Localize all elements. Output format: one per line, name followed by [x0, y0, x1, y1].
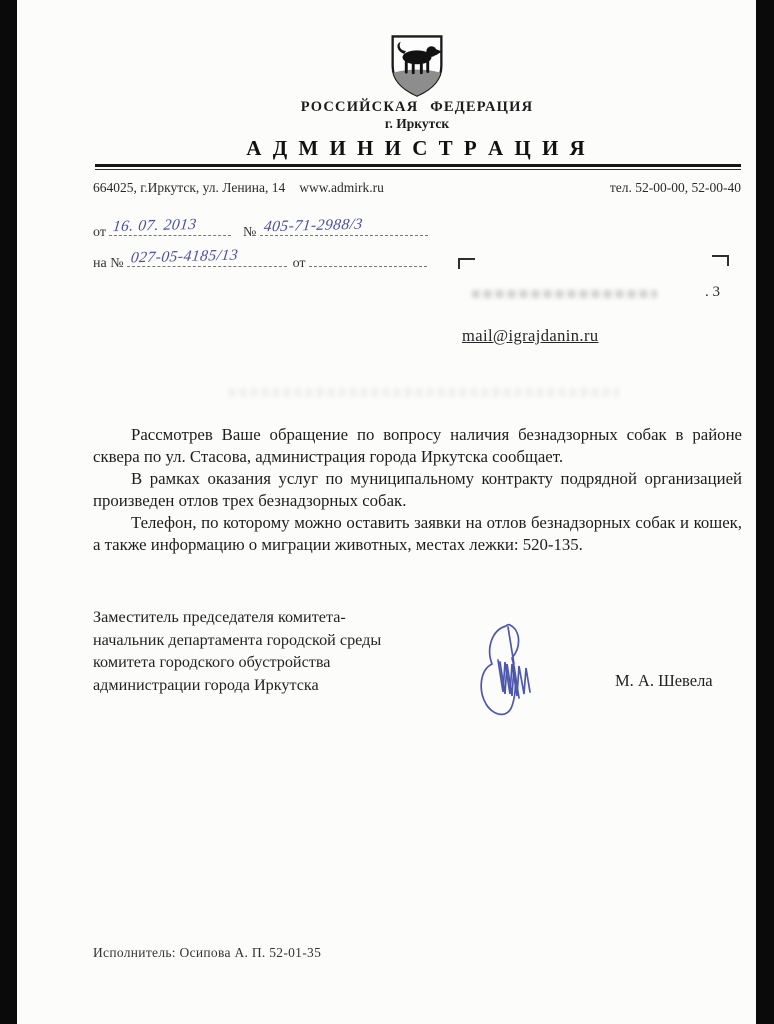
- recipient-visible-fragment: . 3: [705, 284, 720, 300]
- body-paragraph: Телефон, по которому можно оставить заявки на отлов безнадзорных собак и кошек, а также информацию о миграции животных, местах лежки: 520-135.: [93, 513, 742, 554]
- contact-line: [93, 180, 741, 196]
- handwritten-date: 16. 07. 2013: [112, 215, 199, 236]
- letterhead-country: РОССИЙСКАЯ ФЕДЕРАЦИЯ: [300, 99, 534, 115]
- position-line: администрации города Иркутска: [93, 675, 319, 694]
- signatory-position-block: [93, 606, 453, 696]
- address-corner-mark-left: [458, 258, 475, 269]
- org-phone: тел. 52-00-00, 52-00-40: [609, 180, 741, 195]
- signatory-name: М. А. Шевела: [615, 671, 713, 690]
- handwritten-signature-icon: [472, 614, 556, 722]
- reply-label: на №: [93, 256, 124, 271]
- number-blank: [260, 215, 428, 236]
- body-paragraph: В рамках оказания услуг по муниципальному контракту подрядной организацией произведен отлов трех безнадзорных собак.: [93, 469, 742, 510]
- letterhead-city: г. Иркутск: [384, 116, 450, 131]
- position-line: Заместитель председателя комитета-: [93, 608, 346, 626]
- redacted-recipient-line: [472, 290, 657, 298]
- redacted-subject-line: [229, 388, 619, 397]
- reply-from-label: от: [292, 256, 306, 271]
- handwritten-number: 405-71-2988/3: [262, 215, 364, 236]
- recipient-email: mail@igrajdanin.ru: [462, 326, 599, 345]
- date-blank: [109, 215, 231, 236]
- org-website: www.admirk.ru: [299, 180, 384, 195]
- position-line: начальник департамента городской среды: [93, 630, 382, 649]
- body-paragraph: Рассмотрев Ваше обращение по вопросу наличия безнадзорных собак в районе сквера по ул. Стасова, администрация города Иркутска сообщает.: [93, 425, 742, 466]
- letterhead-org-title: А Д М И Н И С Т Р А Ц И Я: [246, 136, 588, 160]
- reply-number-blank: [127, 246, 287, 267]
- position-line: комитета городского обустройства: [93, 653, 331, 671]
- header-rule-thin: [95, 169, 741, 170]
- number-label: №: [242, 225, 257, 240]
- org-address: 664025, г.Иркутск, ул. Ленина, 14: [93, 180, 286, 195]
- scanned-letter-page: [17, 0, 756, 1024]
- from-label: от: [93, 225, 106, 240]
- executor-line: Исполнитель: Осипова А. П. 52-01-35: [93, 945, 322, 960]
- outgoing-reference-line: [93, 215, 428, 241]
- irkutsk-coat-of-arms-icon: [388, 34, 446, 98]
- handwritten-reply-number: 027-05-4185/13: [129, 246, 240, 267]
- letter-body: [93, 424, 742, 556]
- header-rule-thick: [95, 164, 741, 167]
- reply-date-blank: [309, 252, 427, 267]
- incoming-reference-line: [93, 246, 427, 272]
- address-corner-mark-right: [712, 255, 729, 266]
